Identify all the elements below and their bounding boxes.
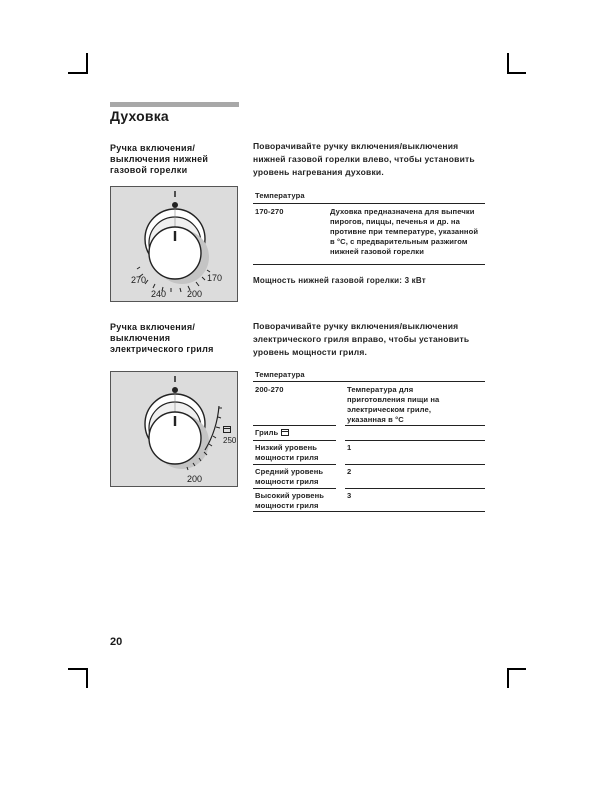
crop-mark-bottom-left-v [86, 668, 88, 688]
grill-table-row-4-rule-left [253, 488, 336, 489]
page-number: 20 [110, 636, 123, 648]
grill-dial-label-200: 200 [187, 474, 203, 484]
gas-table-header: Температура [255, 191, 305, 200]
grill-table-row-1-key: 200-270 [255, 385, 284, 394]
grill-table-row-2-rule-right [345, 440, 485, 441]
grill-table-row-2-rule-left [253, 440, 336, 441]
grill-table-bottom-rule [253, 511, 485, 512]
gas-dial-label-240: 240 [151, 289, 167, 299]
grill-table-row-4-key: Средний уровень мощности гриля [255, 467, 324, 486]
section-title: Духовка [110, 108, 169, 124]
crop-mark-top-right-h [507, 72, 526, 74]
gas-power-note: Мощность нижней газовой горелки: 3 кВт [253, 276, 426, 285]
crop-mark-bottom-right-v [507, 668, 509, 688]
crop-mark-top-right-v [507, 53, 509, 74]
grill-table-row-3-rule-left [253, 464, 336, 465]
gas-knob-dot [172, 202, 178, 208]
grill-icon [281, 429, 289, 436]
grill-table-row-5-value: 3 [347, 491, 352, 500]
crop-mark-top-left-v [86, 53, 88, 74]
grill-table-row-2-key [255, 428, 289, 438]
gas-burner-knob-illustration [110, 186, 238, 302]
gas-knob-dial-svg [111, 187, 239, 303]
grill-table-header-rule [253, 381, 485, 382]
gas-table-row-value: Духовка предназначена для выпечки пирогов, пиццы, печенья и др. на противне при температуре, указанной в °C, с предварительным разжигом нижней газовой горелки [330, 207, 479, 256]
grill-table-header: Температура [255, 370, 305, 379]
grill-heading: Ручка включения/ выключения электрического гриля [110, 322, 214, 354]
crop-mark-bottom-right-h [507, 668, 526, 670]
grill-table-row-4-value: 2 [347, 467, 352, 476]
section-title-bar [110, 102, 239, 107]
gas-dial-label-170: 170 [207, 273, 223, 283]
gas-dial-label-200: 200 [187, 289, 203, 299]
crop-mark-top-left-h [68, 72, 87, 74]
grill-table-row-5-key: Высокий уровень мощности гриля [255, 491, 325, 510]
gas-table-row-key: 170-270 [255, 207, 284, 216]
grill-table-row-4-rule-right [345, 488, 485, 489]
crop-mark-bottom-left-h [68, 668, 87, 670]
grill-table-row-1-rule-left [253, 425, 336, 426]
gas-table-bottom-rule [253, 264, 485, 265]
gas-table-header-rule [253, 203, 485, 204]
grill-knob-illustration [110, 371, 238, 487]
grill-table-row-3-value: 1 [347, 443, 352, 452]
grill-dial-label-250: 250 [223, 436, 237, 445]
grill-icon [223, 426, 231, 433]
grill-table-row-1-value: Температура для приготовления пищи на электрическом гриле, указанная в °C [347, 385, 440, 424]
grill-table-row-3-key: Низкий уровень мощности гриля [255, 443, 319, 462]
grill-table-row-3-rule-right [345, 464, 485, 465]
gas-burner-description: Поворачивайте ручку включения/выключения нижней газовой горелки влево, чтобы установить уровень нагревания духовки. [253, 141, 475, 177]
grill-dial-icon [223, 419, 231, 437]
grill-knob-dial-svg [111, 372, 239, 488]
gas-dial-label-270: 270 [131, 275, 147, 285]
grill-table-row-2-label: Гриль [255, 428, 279, 437]
grill-knob-dot [172, 387, 178, 393]
grill-table-row-1-rule-right [345, 425, 485, 426]
gas-burner-heading: Ручка включения/ выключения нижней газовой горелки [110, 143, 209, 175]
grill-description: Поворачивайте ручку включения/выключения электрического гриля вправо, чтобы установить уровень мощности гриля. [253, 321, 470, 357]
